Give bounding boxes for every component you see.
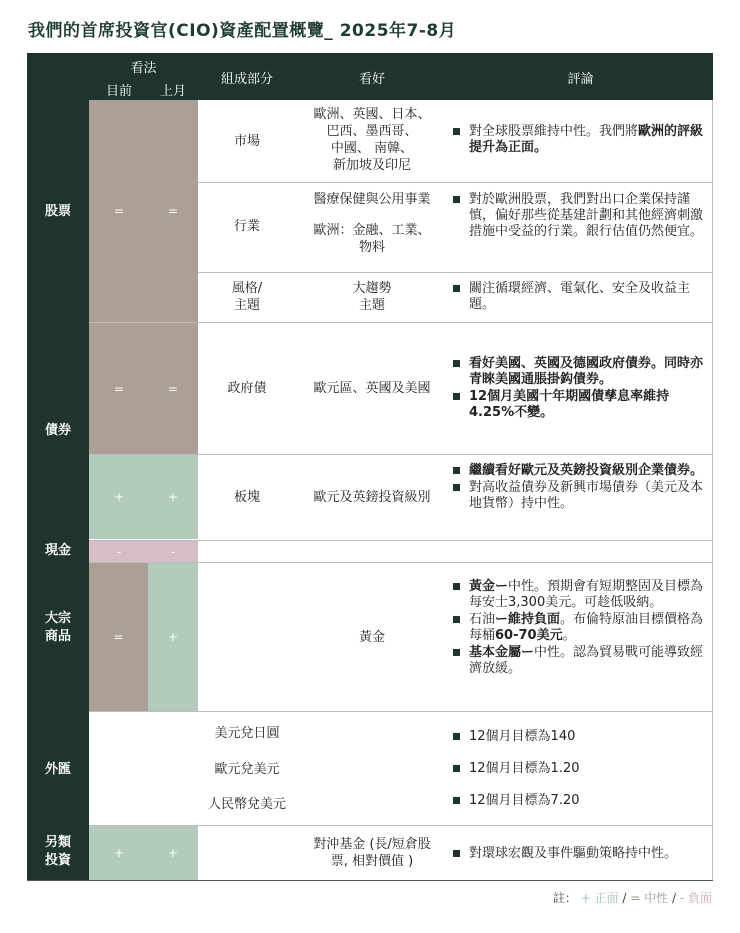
segment-comment: 繼續看好歐元及英鎊投資級別企業債券。 對高收益債券及新興市場債券（美元及本地貨幣）持中性。 <box>452 463 710 513</box>
style-component: 風格/ 主題 <box>231 281 263 313</box>
fx-comment-cnyusd: 12個月目標為7.20 <box>452 793 710 810</box>
sector-component: 行業 <box>233 219 260 234</box>
government-signal <box>89 323 198 454</box>
equities-signal <box>89 100 198 322</box>
market-comment: 對全球股票維持中性。我們將歐洲的評級提升為正面。 <box>452 124 710 157</box>
segment-preference: 歐元及英鎊投資級別 <box>313 490 431 505</box>
legend-positive: + 正面 <box>580 891 619 905</box>
commodities-preference: 黃金 <box>358 630 385 645</box>
government-last-signal: = <box>167 381 179 396</box>
alternatives-last-signal: + <box>167 846 179 860</box>
fx-comment-eurusd: 12個月目標為1.20 <box>452 761 710 778</box>
market-component: 市場 <box>233 134 260 149</box>
fx-pair-usdjpy: 美元兌日圓 <box>214 726 280 741</box>
row-divider <box>198 272 713 273</box>
cash-signal <box>89 541 198 562</box>
style-preference: 大趨勢 主題 <box>352 281 392 313</box>
commodities-comment: 黃金ー中性。預期會有短期整固及目標為每安士3,300美元。可趁低吸納。 石油ー維持負面。布倫特原油目標價格為每桶60-70美元。 基本金屬ー中性。認為貿易戰可能導致經濟放緩。 <box>452 579 710 678</box>
government-comment: 看好美國、英國及德國政府債券。同時亦青睞美國通脹掛鈎債券。 12個月美國十年期國債孳息率維持4.25%不變。 <box>452 356 710 422</box>
category-commodities: 大宗 商品 <box>44 611 71 644</box>
row-divider <box>89 454 713 455</box>
government-current-signal: = <box>113 381 125 396</box>
legend-negative: - 負面 <box>679 891 712 905</box>
row-divider <box>89 711 713 712</box>
cash-last-signal: - <box>170 544 176 559</box>
equities-last-signal: = <box>167 204 179 218</box>
alternatives-preference: 對沖基金 (長/短倉股 票, 相對價值 ) <box>313 837 431 869</box>
fx-pair-cnyusd: 人民幣兌美元 <box>207 797 286 812</box>
category-bonds: 債券 <box>44 423 71 438</box>
row-divider <box>27 880 713 881</box>
government-component: 政府債 <box>227 381 267 396</box>
header-preference: 看好 <box>358 72 385 87</box>
alternatives-current-signal: + <box>113 846 125 860</box>
cash-current-signal: - <box>116 544 122 559</box>
row-divider <box>89 562 713 563</box>
category-equities: 股票 <box>44 204 71 219</box>
table-right-border <box>712 100 713 880</box>
segment-last-signal: + <box>167 490 179 504</box>
category-fx: 外匯 <box>44 762 71 777</box>
segment-component: 板塊 <box>233 490 260 505</box>
row-divider <box>89 825 713 826</box>
header-view: 看法 <box>130 61 157 76</box>
category-cash: 現金 <box>44 543 71 558</box>
category-alternatives: 另類 投資 <box>44 835 71 868</box>
header-comments: 評論 <box>567 72 594 87</box>
row-divider <box>89 540 713 541</box>
alternatives-comment: 對環球宏觀及事件驅動策略持中性。 <box>452 846 710 863</box>
sector-preference: 醫療保健與公用事業 歐洲：金融、工業、 物料 <box>313 192 431 255</box>
header-current: 目前 <box>105 84 132 99</box>
market-preference: 歐洲、英國、日本、 巴西、墨西哥、 中國、 南韓、 新加坡及印尼 <box>313 107 431 173</box>
government-preference: 歐元區、英國及美國 <box>313 381 431 396</box>
segment-current-signal: + <box>113 490 125 504</box>
equities-current-signal: = <box>113 204 125 218</box>
header-component: 組成部分 <box>220 72 273 87</box>
segment-signal <box>89 455 198 539</box>
style-comment: 關注循環經濟、電氣化、安全及收益主題。 <box>452 281 710 314</box>
commodities-current-signal: = <box>89 563 148 711</box>
row-divider <box>198 182 713 183</box>
row-divider <box>89 322 713 323</box>
legend-neutral: = 中性 <box>630 891 669 905</box>
sector-comment: 對於歐洲股票，我們對出口企業保持謹慎，偏好那些從基建計劃和其他經濟刺激措施中受益的行業。銀行估值仍然便宜。 <box>452 192 710 241</box>
header-last-month: 上月 <box>159 84 186 99</box>
page-title: 我們的首席投資官(CIO)資產配置概覽_ 2025年7-8月 <box>28 21 457 41</box>
fx-comment-usdjpy: 12個月目標為140 <box>452 729 710 746</box>
commodities-last-signal: + <box>148 563 198 711</box>
alternatives-signal <box>89 826 198 880</box>
legend: 註： + 正面 / = 中性 / - 負面 <box>552 891 712 905</box>
fx-pair-eurusd: 歐元兌美元 <box>214 762 280 777</box>
